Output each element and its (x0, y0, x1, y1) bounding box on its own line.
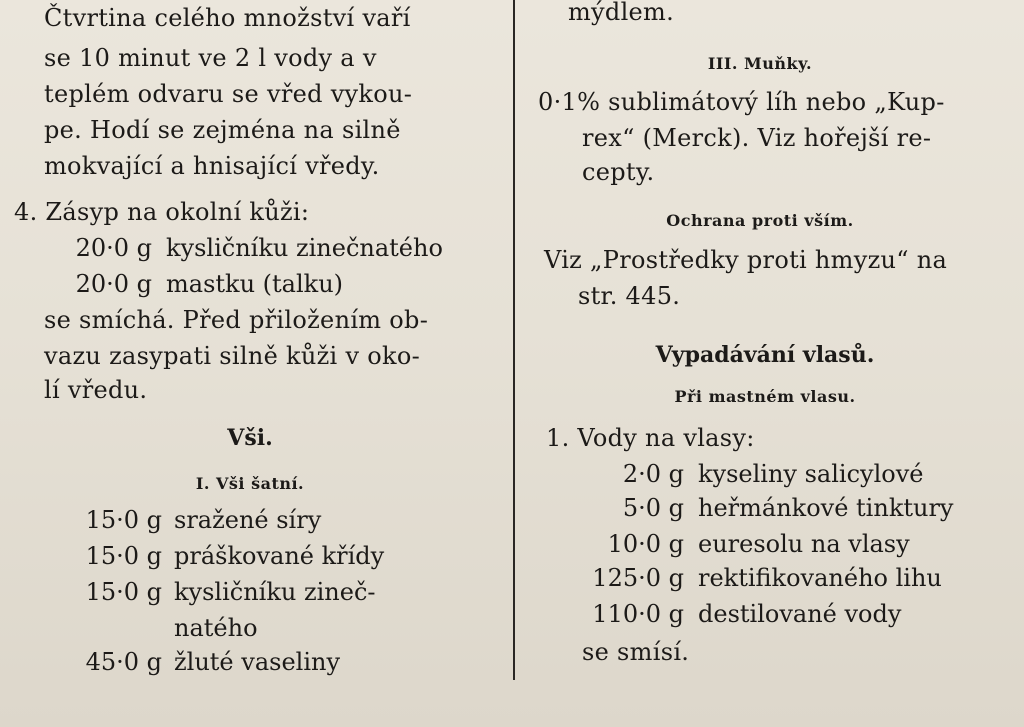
ingredient-name: kysličníku zineč- (174, 578, 376, 606)
subsection-title: Při mastném vlasu. (674, 387, 856, 406)
ingredient-name: rektifikovaného lihu (698, 564, 942, 592)
ingredient-quantity: 20·0 g (75, 234, 152, 262)
text-line: cepty. (582, 158, 655, 186)
text-line: mokvající a hnisající vředy. (44, 152, 380, 180)
text-line: se 10 minut ve 2 l vody a v (44, 44, 377, 72)
ingredient-quantity: 110·0 g (592, 600, 684, 628)
ingredient-quantity: 2·0 g (622, 460, 684, 488)
ingredient-quantity: 125·0 g (592, 564, 684, 592)
subsection-title: III. Muňky. (707, 54, 813, 73)
text-line: rex“ (Merck). Viz hořejší re- (582, 124, 932, 152)
ingredient-name: kysličníku zinečnatého (166, 234, 443, 262)
section-title: Vši. (227, 425, 273, 451)
ingredient-name: natého (174, 614, 258, 642)
text-line: Viz „Prostředky proti hmyzu“ na (544, 246, 948, 274)
ingredient-quantity: 5·0 g (622, 494, 684, 522)
ingredient-name: sražené síry (174, 506, 322, 534)
ingredient-name: kyseliny salicylové (698, 460, 924, 488)
ingredient-name: žluté vaseliny (174, 648, 341, 676)
ingredient-name: euresolu na vlasy (698, 530, 910, 558)
ingredient-name: práškované křídy (174, 542, 385, 570)
item-label: 1. Vody na vlasy: (546, 424, 755, 452)
column-divider (513, 0, 515, 680)
text-line: Čtvrtina celého množství vaří (44, 4, 411, 32)
text-line: lí vředu. (44, 376, 148, 404)
text-line: se smísí. (582, 638, 690, 666)
text-line: vazu zasypati silně kůži v oko- (44, 342, 420, 370)
text-line: pe. Hodí se zejména na silně (44, 116, 401, 144)
ingredient-name: mastku (talku) (166, 270, 344, 298)
ingredient-quantity: 10·0 g (607, 530, 684, 558)
ingredient-name: destilované vody (698, 600, 902, 628)
text-line: str. 445. (578, 282, 681, 310)
ingredient-quantity: 20·0 g (75, 270, 152, 298)
ingredient-quantity: 45·0 g (85, 648, 162, 676)
ingredient-quantity: 15·0 g (85, 506, 162, 534)
item-label: 4. Zásyp na okolní kůži: (14, 198, 310, 226)
subsection-title: I. Vši šatní. (195, 474, 305, 493)
text-line: teplém odvaru se vřed vykou- (44, 80, 413, 108)
text-line: 0·1% sublimátový líh nebo „Kup- (538, 88, 945, 116)
text-line: mýdlem. (568, 0, 675, 26)
subsection-title: Ochrana proti vším. (666, 211, 854, 230)
section-title: Vypadávání vlasů. (655, 342, 875, 368)
text-line: se smíchá. Před přiložením ob- (44, 306, 429, 334)
ingredient-quantity: 15·0 g (85, 542, 162, 570)
ingredient-quantity: 15·0 g (85, 578, 162, 606)
ingredient-name: heřmánkové tinktury (698, 494, 954, 522)
